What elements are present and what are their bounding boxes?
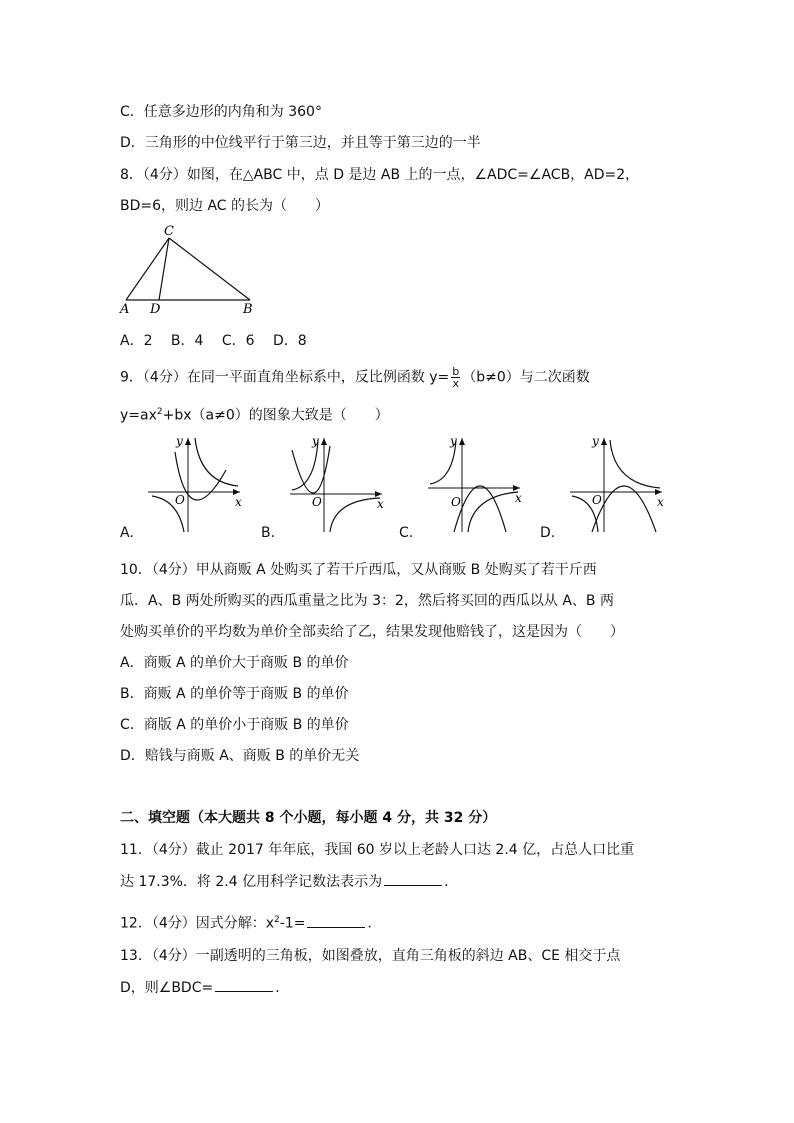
q10-option-b: B．商贩 A 的单价等于商贩 B 的单价 [120,686,349,702]
q13-text-post: ． [275,980,290,996]
q12-text-pre: 12．（4分）因式分解：x [120,915,275,932]
q13-stem-line1: 13．（4分）一副透明的三角板，如图叠放，直角三角板的斜边 AB、CE 相交于点 [120,948,621,964]
origin-label: O [592,493,602,507]
q9-graph-c [420,430,535,535]
axis-y-label: y [312,434,319,448]
q9-graph-b [282,430,397,535]
q12-stem [120,910,381,934]
axis-x-label: x [657,495,664,509]
q8-options: A．2 B．4 C．6 D．8 [120,333,307,349]
q10-stem-line2: 瓜．A、B 两处所购买的西瓜重量之比为 3：2，然后将买回的西瓜以从 A、B 两 [120,593,614,609]
q11-text-pre: 达 17.3%．将 2.4 亿用科学记数法表示为 [120,874,383,890]
label-d: D [150,302,161,317]
fraction-numerator: b [452,365,460,378]
axis-y-label: y [450,434,457,448]
label-b: B [243,302,253,317]
graph-option-d: D. [540,525,556,541]
graph-option-c: C. [399,525,414,541]
q12-text-post: ． [367,915,382,932]
q12-text-mid: -1= [279,915,306,932]
q7-option-d: D．三角形的中位线平行于第三边，并且等于第三边的一半 [120,135,481,151]
q9-text-pre: 9．（4分）在同一平面直角坐标系中，反比例函数 y= [120,369,450,386]
origin-label: O [175,493,185,507]
axis-x-label: x [235,495,242,509]
fraction-denominator: x [452,377,460,390]
q9-superscript: 2 [156,407,163,417]
graph-option-b: B. [261,525,276,541]
q11-stem-line2 [120,871,458,892]
q9-graph-a [140,430,255,535]
q9-line2-pre: y=ax [120,407,157,424]
q11-stem-line1: 11．（4分）截止 2017 年年底，我国 60 岁以上老龄人口达 2.4 亿，占总人口比重 [120,842,635,858]
label-a: A [120,302,130,317]
q13-stem-line2 [120,977,289,998]
q10-stem-line1: 10．（4分）甲从商贩 A 处购买了若干斤西瓜，又从商贩 B 处购买了若干斤西 [120,562,597,578]
q10-option-a: A．商贩 A 的单价大于商贩 B 的单价 [120,655,349,671]
q9-text-post: （b≠0）与二次函数 [462,369,590,386]
label-c: C [164,224,174,239]
q13-answer-blank [215,977,273,992]
q11-text-post: ． [444,874,459,890]
axis-x-label: x [515,491,522,505]
fraction-b-over-x [451,366,460,389]
q12-superscript: 2 [274,915,280,925]
graph-option-a: A. [120,525,134,541]
origin-label: O [451,495,461,509]
q9-stem-line2 [120,402,389,426]
q9-graph-d [562,430,677,535]
axis-y-label: y [176,434,183,448]
q8-triangle-figure [112,224,262,319]
section-2-heading: 二、填空题（本大题共 8 个小题，每小题 4 分，共 32 分） [120,810,497,826]
q9-stem-line1 [120,366,590,389]
q11-answer-blank [384,871,442,886]
axis-x-label: x [377,497,384,511]
q8-stem-line1: 8．（4分）如图，在△ABC 中，点 D 是边 AB 上的一点，∠ADC=∠ACB，AD=2， [120,167,640,183]
q9-line2-post: +bx（a≠0）的图象大致是（ ） [162,407,389,424]
q10-stem-line3: 处购买单价的平均数为单价全部卖给了乙，结果发现他赔钱了，这是因为（ ） [120,624,624,640]
origin-label: O [312,495,322,509]
q12-answer-blank [307,913,365,928]
q8-stem-line2: BD=6，则边 AC 的长为（ ） [120,198,330,214]
q7-option-c: C．任意多边形的内角和为 360° [120,104,322,120]
axis-y-label: y [592,434,599,448]
q10-option-c: C．商版 A 的单价小于商贩 B 的单价 [120,717,349,733]
q10-option-d: D．赔钱与商贩 A、商贩 B 的单价无关 [120,748,360,764]
q13-text-pre: D，则∠BDC= [120,980,214,996]
